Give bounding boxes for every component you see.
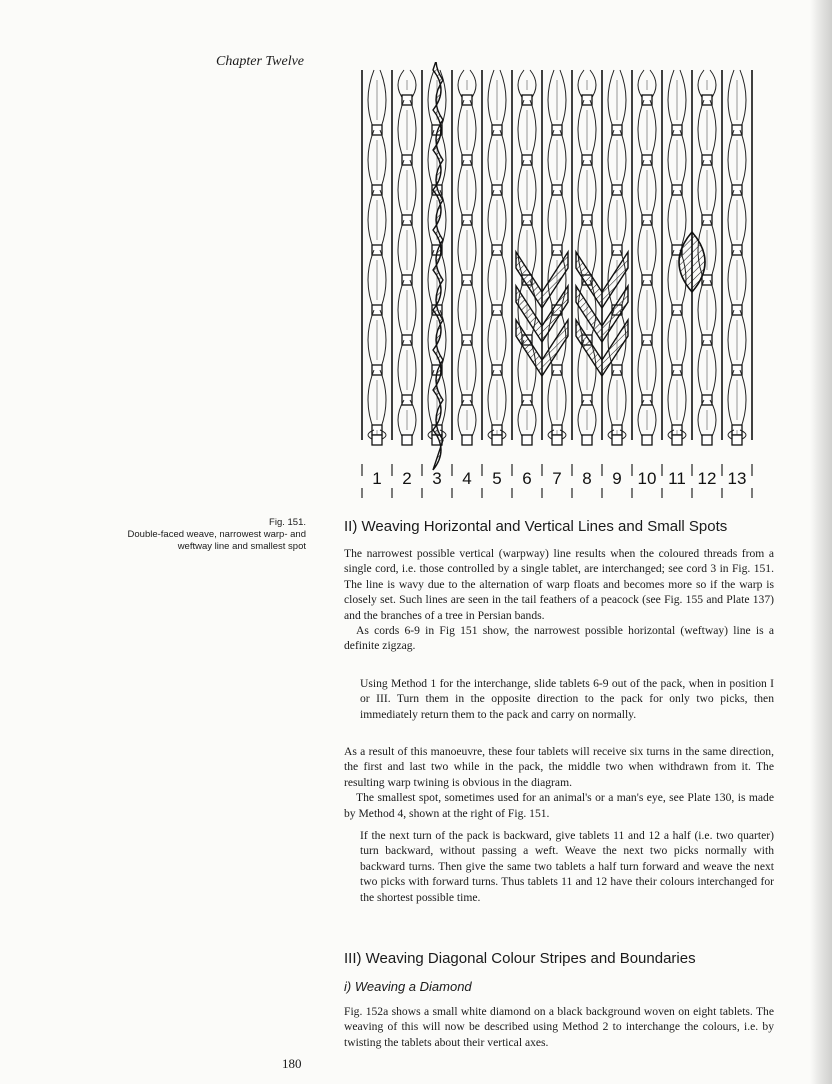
page-gutter-shadow bbox=[810, 0, 832, 1084]
cord-number-label: 7 bbox=[552, 469, 562, 488]
body-block-3 bbox=[344, 1004, 774, 1050]
cord-number-label: 10 bbox=[637, 469, 657, 488]
caption-number: Fig. 151. bbox=[269, 517, 306, 528]
figure-151-diagram bbox=[352, 62, 764, 502]
cord-number-label: 6 bbox=[522, 469, 532, 488]
cord-number-label: 13 bbox=[727, 469, 747, 488]
body-block-1 bbox=[344, 546, 774, 654]
cord-number-label: 12 bbox=[697, 469, 717, 488]
cord-number-row bbox=[362, 464, 752, 498]
cord-number-label: 9 bbox=[612, 469, 622, 488]
running-head: Chapter Twelve bbox=[216, 54, 305, 69]
cord-number-label: 2 bbox=[402, 469, 412, 488]
cord-number-label: 8 bbox=[582, 469, 592, 488]
paragraph: As a result of this manoeuvre, these four tablets will receive six turns in the same direction, the first and last two while in the pack, the middle two when withdrawn from it. The resulting warp twining is obvious in the diagram. bbox=[344, 745, 774, 789]
indented-instruction-1 bbox=[360, 676, 774, 722]
section-heading-lines-spots: II) Weaving Horizontal and Vertical Lines and Small Spots bbox=[344, 518, 728, 535]
body-block-2 bbox=[344, 744, 774, 821]
subheading-diamond: i) Weaving a Diamond bbox=[344, 979, 472, 994]
cord-number-label: 1 bbox=[372, 469, 382, 488]
paragraph: The smallest spot, sometimes used for an animal's or a man's eye, see Plate 130, is made by Method 4, shown at the right of Fig. 151. bbox=[344, 791, 774, 820]
page-number: 180 bbox=[282, 1056, 302, 1071]
caption-text: Double-faced weave, narrowest warp- and weftway line and smallest spot bbox=[127, 529, 306, 552]
paragraph: As cords 6-9 in Fig 151 show, the narrowest possible horizontal (weftway) line is a definite zigzag. bbox=[344, 624, 774, 653]
figure-caption bbox=[100, 517, 306, 553]
cord-number-label: 11 bbox=[668, 469, 686, 488]
paragraph: Fig. 152a shows a small white diamond on a black background woven on eight tablets. The weaving of this will now be described using Method 2 to interchange the colours, i.e. by twisting the tablets about their vertical axes. bbox=[344, 1005, 774, 1049]
cord-number-label: 4 bbox=[462, 469, 472, 488]
weave-drawing bbox=[362, 62, 752, 470]
section-heading-diagonal: III) Weaving Diagonal Colour Stripes and Boundaries bbox=[344, 950, 696, 967]
paragraph: The narrowest possible vertical (warpway) line results when the coloured threads from a single cord, i.e. those controlled by a single tablet, are interchanged; see cord 3 in Fig. 151. The line is wavy due to the alternation of warp floats and becomes more so if the warp is closely set. Such lines are seen in the tail feathers of a peacock (see Fig. 155 and Plate 137) and the branches of a tree in Persian bands. bbox=[344, 547, 774, 622]
paragraph: Using Method 1 for the interchange, slide tablets 6-9 out of the pack, when in position I or III. Turn them in the opposite direction to the pack for only two picks, then immediately return them to the pack and carry on normally. bbox=[360, 677, 774, 721]
cord-number-label: 5 bbox=[492, 469, 502, 488]
cord-number-label: 3 bbox=[432, 469, 442, 488]
indented-instruction-2 bbox=[360, 828, 774, 905]
paragraph: If the next turn of the pack is backward, give tablets 11 and 12 a half (i.e. two quarter) turn backward, without passing a weft. Weave the next two picks normally with backward turns. Then give the same two tablets a half turn forward and weave the next two picks with forward turns. Thus tablets 11 and 12 have their colours interchanged for the shortest possible time. bbox=[360, 829, 774, 904]
